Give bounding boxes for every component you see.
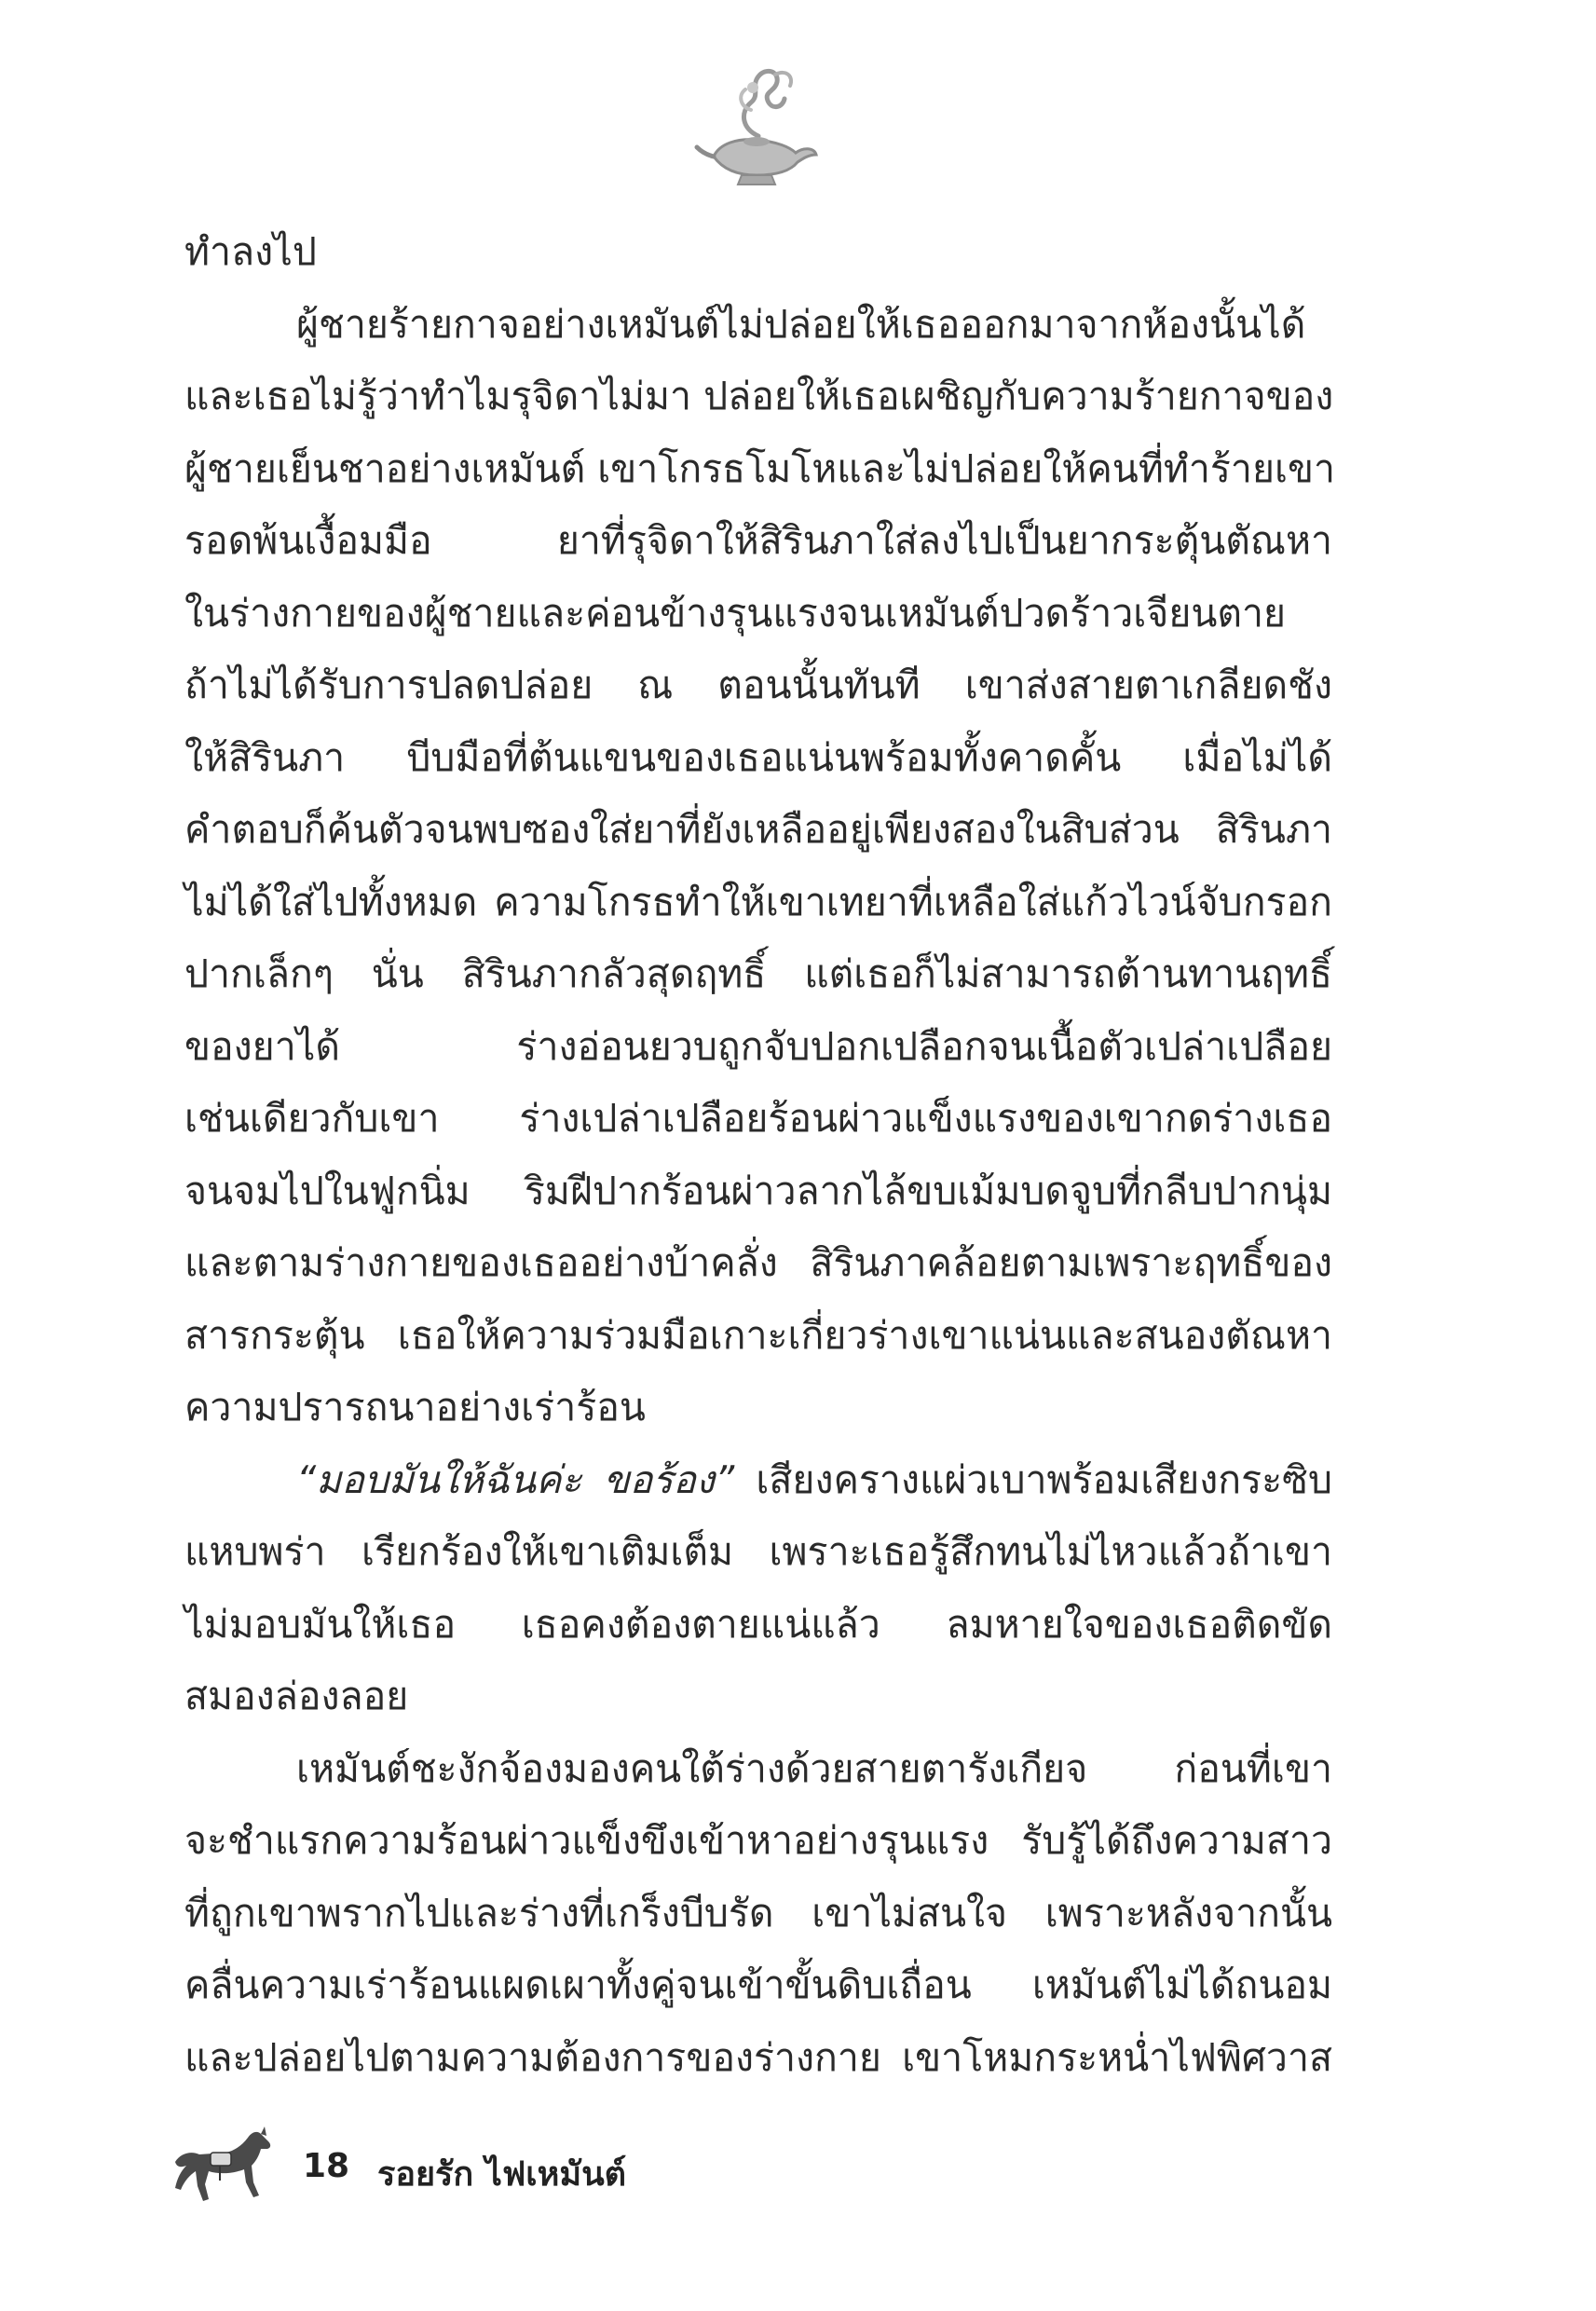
text-line: สารกระตุ้น เธอให้ความร่วมมือเกาะเกี่ยวร่างเขาแน่นและสนองตัณหา bbox=[184, 1312, 1332, 1358]
text-line: คำตอบก็ค้นตัวจนพบซองใส่ยาที่ยังเหลืออยู่เพียงสองในสิบส่วน สิรินภา bbox=[184, 807, 1332, 852]
genie-lamp-icon bbox=[686, 54, 825, 194]
text-line: แหบพร่า เรียกร้องให้เขาเติมเต็ม เพราะเธอรู้สึกทนไม่ไหวแล้วถ้าเขา bbox=[184, 1529, 1332, 1574]
text-line: ทำลงไป bbox=[184, 229, 317, 274]
text-line: ให้สิรินภา บีบมือที่ต้นแขนของเธอแน่นพร้อมทั้งคาดคั้น เมื่อไม่ได้ bbox=[184, 734, 1332, 780]
text-line: และตามร่างกายของเธออย่างบ้าคลั่ง สิรินภาคล้อยตามเพราะฤทธิ์ของ bbox=[184, 1240, 1332, 1285]
text-line: เหมันต์ชะงักจ้องมองคนใต้ร่างด้วยสายตารังเกียจ ก่อนที่เขา bbox=[296, 1745, 1332, 1791]
text-line: ไม่มอบมันให้เธอ เธอคงต้องตายแน่แล้ว ลมหายใจของเธอติดขัด bbox=[184, 1601, 1332, 1647]
text-line: คลื่นความเร่าร้อนแผดเผาทั้งคู่จนเข้าขั้นดิบเถื่อน เหมันต์ไม่ได้ถนอม bbox=[184, 1962, 1332, 2007]
page-footer bbox=[168, 2125, 913, 2208]
italic-dialogue: “มอบมันให้ฉันค่ะ ขอร้อง” bbox=[296, 1456, 735, 1502]
text-line: ความปรารถนาอย่างเร่าร้อน bbox=[184, 1385, 646, 1429]
book-title: รอยรัก ไฟเหมันต์ bbox=[377, 2155, 627, 2194]
text-line: ของยาได้ ร่างอ่อนยวบถูกจับปอกเปลือกจนเนื้อตัวเปล่าเปลือย bbox=[184, 1023, 1332, 1069]
horse-icon bbox=[168, 2125, 280, 2208]
text-line: และปล่อยไปตามความต้องการของร่างกาย เขาโหมกระหน่ำไฟพิศวาส bbox=[184, 2034, 1332, 2080]
text-line: ถ้าไม่ได้รับการปลดปล่อย ณ ตอนนั้นทันที เขาส่งสายตาเกลียดชัง bbox=[184, 663, 1332, 707]
text-line: ผู้ชายร้ายกาจอย่างเหมันต์ไม่ปล่อยให้เธอออกมาจากห้องนั้นได้ bbox=[296, 301, 1306, 347]
text-line: ไม่ได้ใส่ไปทั้งหมด ความโกรธทำให้เขาเทยาที่เหลือใส่แก้วไวน์จับกรอก bbox=[184, 879, 1332, 924]
page-number: 18 bbox=[303, 2147, 350, 2185]
text-line: ปากเล็กๆ นั่น สิรินภากลัวสุดฤทธิ์ แต่เธอก็ไม่สามารถต้านทานฤทธิ์ bbox=[184, 951, 1332, 996]
text-line: ผู้ชายเย็นชาอย่างเหมันต์ เขาโกรธโมโหและไม่ปล่อยให้คนที่ทำร้ายเขา bbox=[184, 445, 1336, 491]
text-line: จนจมไปในฟูกนิ่ม ริมฝีปากร้อนผ่าวลากไล้ขบเม้มบดจูบที่กลีบปากนุ่ม bbox=[184, 1168, 1332, 1213]
chapter-body-text bbox=[184, 216, 1336, 2094]
text-line: ที่ถูกเขาพรากไปและร่างที่เกร็งบีบรัด เขาไม่สนใจ เพราะหลังจากนั้น bbox=[184, 1890, 1332, 1935]
text-line: และเธอไม่รู้ว่าทำไมรุจิดาไม่มา ปล่อยให้เธอเผชิญกับความร้ายกาจของ bbox=[184, 374, 1334, 418]
text-line bbox=[184, 1444, 1332, 1517]
text-line: รอดพ้นเงื้อมมือ ยาที่รุจิดาให้สิรินภาใส่ลงไปเป็นยากระตุ้นตัณหา bbox=[184, 518, 1332, 563]
text-line: สมองล่องลอย bbox=[184, 1674, 409, 1718]
text-line: ในร่างกายของผู้ชายและค่อนข้างรุนแรงจนเหมันต์ปวดร้าวเจียนตาย bbox=[184, 590, 1287, 636]
text-line: จะชำแรกความร้อนผ่าวแข็งขึงเข้าหาอย่างรุนแรง รับรู้ได้ถึงความสาว bbox=[184, 1818, 1332, 1863]
text-line: เช่นเดียวกับเขา ร่างเปล่าเปลือยร้อนผ่าวแข็งแรงของเขากดร่างเธอ bbox=[184, 1096, 1332, 1141]
text-line-rest: เสียงครางแผ่วเบาพร้อมเสียงกระซิบ bbox=[734, 1456, 1332, 1502]
